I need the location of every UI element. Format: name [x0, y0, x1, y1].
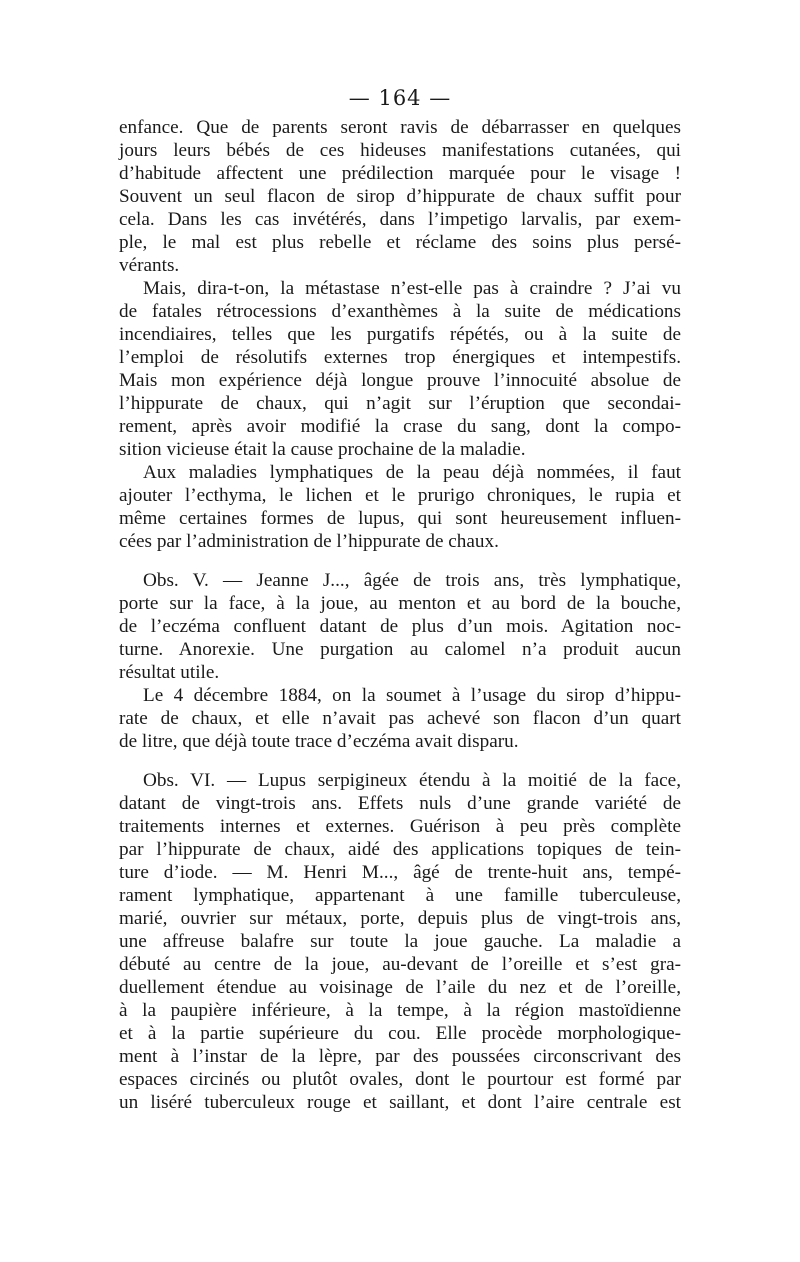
text-line: sition vicieuse était la cause prochaine de la maladie.: [119, 439, 526, 460]
text-line: traitements internes et externes. Guérison à peu près complète: [119, 816, 681, 837]
text-line: rate de chaux, et elle n’avait pas achevé son flacon d’un quart: [119, 708, 681, 729]
paragraph: [119, 461, 681, 553]
text-line: de fatales rétrocessions d’exanthèmes à la suite de médications: [119, 301, 681, 322]
text-line: enfance. Que de parents seront ravis de débarrasser en quelques: [119, 117, 681, 138]
text-line: vérants.: [119, 255, 180, 276]
text-line: l’hippurate de chaux, qui n’agit sur l’éruption que secondai-: [119, 393, 681, 414]
text-line: ture d’iode. — M. Henri M..., âgé de trente-huit ans, tempé-: [119, 862, 681, 883]
text-line: un liséré tuberculeux rouge et saillant, et dont l’aire centrale est: [119, 1092, 681, 1113]
text-line: ajouter l’ecthyma, le lichen et le prurigo chroniques, le rupia et: [119, 485, 681, 506]
text-line: marié, ouvrier sur métaux, porte, depuis plus de vingt-trois ans,: [119, 908, 681, 929]
text-line: même certaines formes de lupus, qui sont heureusement influen-: [119, 508, 681, 529]
text-line: et à la partie supérieure du cou. Elle procède morphologique-: [119, 1023, 681, 1044]
text-line: Souvent un seul flacon de sirop d’hippurate de chaux suffit pour: [119, 186, 681, 207]
text-line: turne. Anorexie. Une purgation au calomel n’a produit aucun: [119, 639, 681, 660]
text-line: à la paupière inférieure, à la tempe, à la région mastoïdienne: [119, 1000, 681, 1021]
text-line: de l’eczéma confluent datant de plus d’un mois. Agitation noc-: [119, 616, 681, 637]
paragraph: [119, 684, 681, 753]
text-line: cées par l’administration de l’hippurate de chaux.: [119, 531, 499, 552]
text-line: une affreuse balafre sur toute la joue gauche. La maladie a: [119, 931, 681, 952]
text-line: Obs. VI. — Lupus serpigineux étendu à la moitié de la face,: [143, 770, 681, 791]
text-line: l’emploi de résolutifs externes trop énergiques et intempestifs.: [119, 347, 681, 368]
text-line: porte sur la face, à la joue, au menton et au bord de la bouche,: [119, 593, 681, 614]
text-line: Mais mon expérience déjà longue prouve l’innocuité absolue de: [119, 370, 681, 391]
text-line: cela. Dans les cas invétérés, dans l’impetigo larvalis, par exem-: [119, 209, 681, 230]
text-line: ple, le mal est plus rebelle et réclame des soins plus persé-: [119, 232, 681, 253]
text-line: Obs. V. — Jeanne J..., âgée de trois ans, très lymphatique,: [143, 570, 681, 591]
text-line: rament lymphatique, appartenant à une famille tuberculeuse,: [119, 885, 681, 906]
paragraph: [119, 277, 681, 461]
text-line: par l’hippurate de chaux, aidé des applications topiques de tein-: [119, 839, 681, 860]
text-line: espaces circinés ou plutôt ovales, dont le pourtour est formé par: [119, 1069, 681, 1090]
text-line: Mais, dira-t-on, la métastase n’est-elle pas à craindre ? J’ai vu: [143, 278, 681, 299]
text-line: débuté au centre de la joue, au-devant de l’oreille et s’est gra-: [119, 954, 681, 975]
text-line: Aux maladies lymphatiques de la peau déjà nommées, il faut: [143, 462, 681, 483]
text-line: résultat utile.: [119, 662, 220, 683]
observation-6: [119, 769, 681, 1114]
body-text: [119, 116, 681, 1114]
text-line: rement, après avoir modifié la crase du sang, dont la compo-: [119, 416, 681, 437]
text-line: jours leurs bébés de ces hideuses manifestations cutanées, qui: [119, 140, 681, 161]
text-line: ment à l’instar de la lèpre, par des poussées circonscrivant des: [119, 1046, 681, 1067]
text-line: datant de vingt-trois ans. Effets nuls d’une grande variété de: [119, 793, 681, 814]
text-line: d’habitude affectent une prédilection marquée pour le visage !: [119, 163, 681, 184]
text-line: Le 4 décembre 1884, on la soumet à l’usage du sirop d’hippu-: [143, 685, 681, 706]
observation-5: [119, 569, 681, 684]
text-line: de litre, que déjà toute trace d’eczéma avait disparu.: [119, 731, 519, 752]
paragraph: [119, 116, 681, 277]
text-line: incendiaires, telles que les purgatifs répétés, ou à la suite de: [119, 324, 681, 345]
text-line: duellement étendue au voisinage de l’aile du nez et de l’oreille,: [119, 977, 681, 998]
page-number: — 164 —: [348, 86, 452, 110]
